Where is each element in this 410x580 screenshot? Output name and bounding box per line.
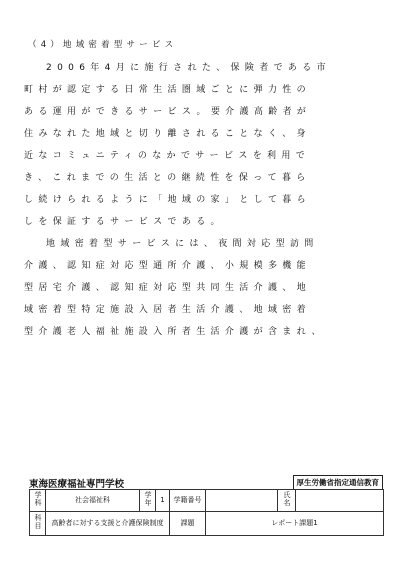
faculty-label: 学科 bbox=[34, 491, 42, 507]
body-line: 町村が認定する日常生活圏域ごとに弾力性の bbox=[24, 85, 312, 95]
body-line: き、これまでの生活との継続性を保って暮ら bbox=[24, 173, 311, 183]
body-line: 介護、認知症対応型通所介護、小規模多機能 bbox=[24, 261, 312, 271]
year-label-cell bbox=[140, 490, 156, 512]
faculty-value: 社会福祉科 bbox=[46, 490, 140, 512]
body-line: 住みなれた地域と切り離されることなく、身 bbox=[24, 129, 311, 139]
faculty-label-cell bbox=[30, 490, 46, 512]
year-value: 1 bbox=[156, 490, 170, 512]
body-line: 域密着型特定施設入居者生活介護、地域密着 bbox=[24, 305, 312, 315]
body-line: 地域密着型サービスには、夜間対応型訪問 bbox=[46, 239, 319, 249]
section-heading: （4）地域密着型サービス bbox=[28, 40, 178, 50]
body-line: 型居宅介護、認知症対応型共同生活介護、地 bbox=[24, 283, 312, 293]
assignment-label: 課題 bbox=[170, 512, 206, 536]
name-value bbox=[296, 490, 384, 512]
body-line: しを保証するサービスである。 bbox=[24, 217, 225, 227]
subject-label-cell bbox=[30, 512, 46, 536]
report-body bbox=[24, 57, 386, 343]
student-no-label: 学籍番号 bbox=[170, 490, 206, 512]
body-line: ある運用ができるサービス。要介護高齢者が bbox=[24, 107, 312, 117]
assignment-value: レポート課題1 bbox=[206, 512, 384, 536]
body-line: 2006年4月に施行された、保険者である市 bbox=[46, 63, 331, 73]
student-no-value bbox=[206, 490, 278, 512]
subject-value: 高齢者に対する支援と介護保険制度 bbox=[46, 512, 170, 536]
subject-label: 科目 bbox=[34, 514, 42, 530]
year-label: 学年 bbox=[144, 491, 152, 507]
body-line: 型介護老人福祉施設入所者生活介護が含まれ、 bbox=[24, 327, 326, 337]
name-label-cell bbox=[278, 490, 296, 512]
school-name: 東海医療福祉専門学校 bbox=[29, 479, 125, 490]
body-line: し続けられるように「地域の家」として暮ら bbox=[24, 195, 312, 205]
body-line: 近なコミュニティのなかでサービスを利用で bbox=[24, 151, 311, 161]
ministry-designation: 厚生労働省指定通信教育 bbox=[293, 475, 384, 490]
student-info-table bbox=[29, 489, 384, 536]
name-label: 氏名 bbox=[283, 491, 291, 507]
